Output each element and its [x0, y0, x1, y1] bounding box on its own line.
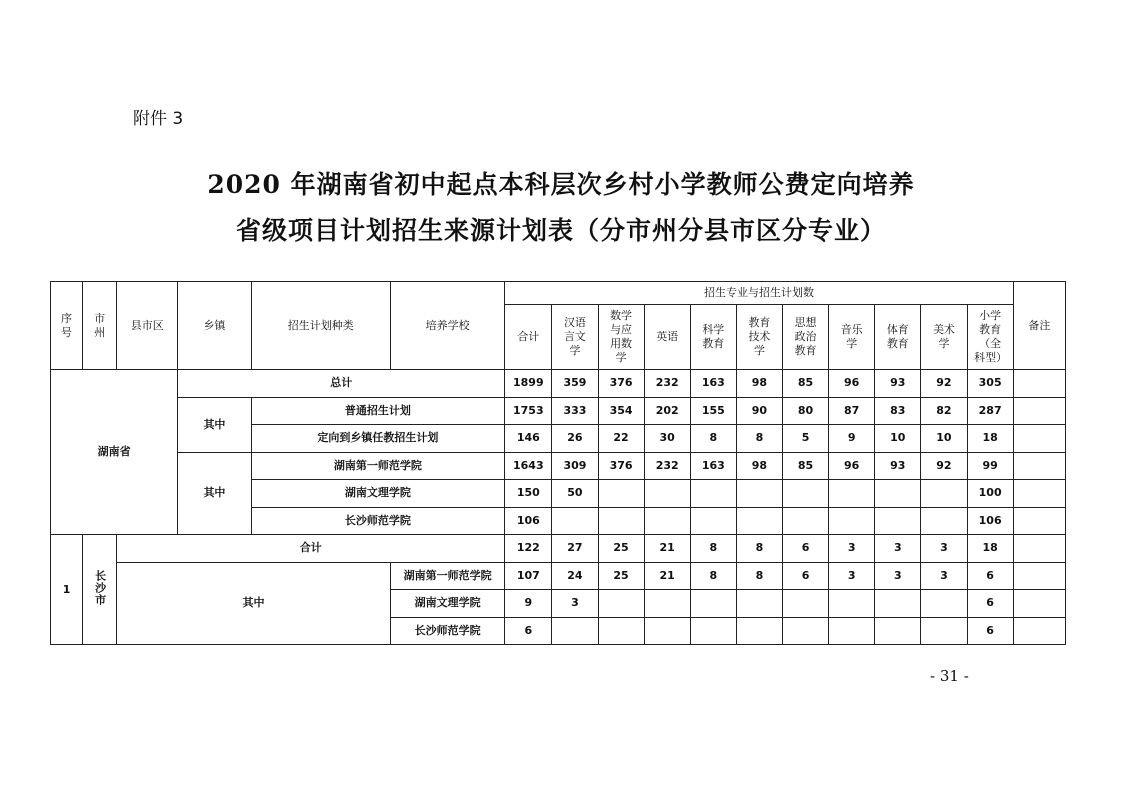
- table-row: [51, 370, 1066, 398]
- value-cell: [690, 590, 736, 618]
- value-cell: 1899: [505, 370, 552, 398]
- value-cell: 96: [829, 370, 875, 398]
- qizhong-cell: 其中: [178, 397, 251, 452]
- value-cell: [736, 617, 782, 645]
- remark-cell: [1013, 507, 1065, 535]
- enrollment-plan-table: [50, 281, 1066, 645]
- value-cell: 92: [921, 370, 967, 398]
- header-county: 县市区: [117, 282, 178, 370]
- value-cell: 18: [967, 535, 1013, 563]
- value-cell: [829, 590, 875, 618]
- attachment-label: 附件 3: [133, 109, 184, 129]
- value-cell: 122: [505, 535, 552, 563]
- header-major: [690, 305, 736, 370]
- value-cell: [783, 507, 829, 535]
- value-cell: 92: [921, 452, 967, 480]
- value-cell: [552, 507, 598, 535]
- value-cell: [783, 590, 829, 618]
- row-label: 长沙师范学院: [390, 617, 504, 645]
- value-cell: 83: [875, 397, 921, 425]
- row-label: 湖南文理学院: [390, 590, 504, 618]
- value-cell: [921, 507, 967, 535]
- value-cell: 106: [505, 507, 552, 535]
- document-title-line2: 省级项目计划招生来源计划表（分市州分县市区分专业）: [235, 216, 886, 245]
- header-major-label: 英语: [656, 330, 679, 343]
- table-row: [51, 535, 1066, 563]
- value-cell: [829, 507, 875, 535]
- value-cell: 87: [829, 397, 875, 425]
- value-cell: 8: [736, 425, 782, 453]
- remark-cell: [1013, 562, 1065, 590]
- value-cell: 100: [967, 480, 1013, 508]
- header-city: 市州: [83, 282, 117, 370]
- value-cell: 18: [967, 425, 1013, 453]
- value-cell: 21: [644, 562, 690, 590]
- header-major-label: 体育教育: [886, 323, 909, 350]
- value-cell: 90: [736, 397, 782, 425]
- value-cell: 232: [644, 370, 690, 398]
- value-cell: 202: [644, 397, 690, 425]
- value-cell: [644, 617, 690, 645]
- header-town: 乡镇: [178, 282, 251, 370]
- row-label: 湖南第一师范学院: [390, 562, 504, 590]
- document-title-line1: 2020 年湖南省初中起点本科层次乡村小学教师公费定向培养: [207, 170, 915, 199]
- value-cell: 24: [552, 562, 598, 590]
- value-cell: 8: [690, 535, 736, 563]
- value-cell: 22: [598, 425, 644, 453]
- header-major: [598, 305, 644, 370]
- value-cell: 50: [552, 480, 598, 508]
- value-cell: 10: [875, 425, 921, 453]
- header-major: [783, 305, 829, 370]
- value-cell: 6: [967, 590, 1013, 618]
- value-cell: 6: [783, 562, 829, 590]
- header-major-label: 音乐学: [840, 323, 863, 350]
- value-cell: [875, 590, 921, 618]
- value-cell: [736, 590, 782, 618]
- value-cell: 106: [967, 507, 1013, 535]
- header-major-label: 小学教育（全科型）: [974, 309, 1008, 364]
- value-cell: [783, 480, 829, 508]
- value-cell: [829, 480, 875, 508]
- value-cell: [875, 617, 921, 645]
- row-label: 定向到乡镇任教招生计划: [251, 425, 505, 453]
- value-cell: [644, 507, 690, 535]
- value-cell: [644, 480, 690, 508]
- value-cell: 8: [690, 562, 736, 590]
- remark-cell: [1013, 617, 1065, 645]
- value-cell: 155: [690, 397, 736, 425]
- table-row: [51, 397, 1066, 425]
- seq-cell: 1: [51, 535, 83, 645]
- row-label: 合计: [117, 535, 505, 563]
- value-cell: 98: [736, 370, 782, 398]
- value-cell: 10: [921, 425, 967, 453]
- city-cell-text: 长沙市: [93, 569, 107, 606]
- value-cell: 163: [690, 370, 736, 398]
- value-cell: 5: [783, 425, 829, 453]
- value-cell: [875, 507, 921, 535]
- value-cell: [875, 480, 921, 508]
- row-label: 湖南第一师范学院: [251, 452, 505, 480]
- remark-cell: [1013, 397, 1065, 425]
- value-cell: [598, 590, 644, 618]
- value-cell: [644, 590, 690, 618]
- value-cell: 3: [829, 535, 875, 563]
- value-cell: 3: [875, 562, 921, 590]
- value-cell: [921, 617, 967, 645]
- region-cell: 湖南省: [51, 370, 178, 535]
- value-cell: 8: [736, 535, 782, 563]
- header-major-group: 招生专业与招生计划数: [505, 282, 1014, 305]
- value-cell: 26: [552, 425, 598, 453]
- header-major-label: 合计: [517, 330, 540, 343]
- value-cell: 82: [921, 397, 967, 425]
- value-cell: 1753: [505, 397, 552, 425]
- value-cell: 232: [644, 452, 690, 480]
- header-major: [505, 305, 552, 370]
- header-major: [644, 305, 690, 370]
- value-cell: 6: [967, 617, 1013, 645]
- value-cell: [921, 480, 967, 508]
- value-cell: [598, 480, 644, 508]
- value-cell: 3: [921, 535, 967, 563]
- value-cell: 3: [875, 535, 921, 563]
- header-major-label: 科学教育: [702, 323, 725, 350]
- value-cell: [921, 590, 967, 618]
- row-label: 普通招生计划: [251, 397, 505, 425]
- remark-cell: [1013, 425, 1065, 453]
- value-cell: 287: [967, 397, 1013, 425]
- value-cell: 107: [505, 562, 552, 590]
- value-cell: 93: [875, 452, 921, 480]
- value-cell: [598, 617, 644, 645]
- table-row: [51, 452, 1066, 480]
- remark-cell: [1013, 452, 1065, 480]
- value-cell: 93: [875, 370, 921, 398]
- value-cell: 9: [829, 425, 875, 453]
- value-cell: 305: [967, 370, 1013, 398]
- page-number: - 31 -: [930, 667, 969, 685]
- value-cell: 21: [644, 535, 690, 563]
- value-cell: [783, 617, 829, 645]
- value-cell: 333: [552, 397, 598, 425]
- header-remark: 备注: [1013, 282, 1065, 370]
- header-major-label: 教育技术学: [748, 316, 771, 357]
- remark-cell: [1013, 590, 1065, 618]
- value-cell: 150: [505, 480, 552, 508]
- header-major-label: 美术学: [932, 323, 955, 350]
- value-cell: 3: [829, 562, 875, 590]
- header-major: [736, 305, 782, 370]
- value-cell: 354: [598, 397, 644, 425]
- value-cell: [690, 480, 736, 508]
- value-cell: [690, 507, 736, 535]
- header-major: [967, 305, 1013, 370]
- value-cell: 98: [736, 452, 782, 480]
- value-cell: [552, 617, 598, 645]
- value-cell: [829, 617, 875, 645]
- value-cell: 30: [644, 425, 690, 453]
- remark-cell: [1013, 480, 1065, 508]
- value-cell: 1643: [505, 452, 552, 480]
- value-cell: 85: [783, 452, 829, 480]
- value-cell: 25: [598, 535, 644, 563]
- value-cell: 8: [690, 425, 736, 453]
- header-major: [829, 305, 875, 370]
- city-cell: [83, 535, 117, 645]
- remark-cell: [1013, 370, 1065, 398]
- value-cell: 6: [783, 535, 829, 563]
- value-cell: [736, 507, 782, 535]
- row-label: 长沙师范学院: [251, 507, 505, 535]
- header-school: 培养学校: [390, 282, 504, 370]
- header-major-label: 思想政治教育: [794, 316, 817, 357]
- value-cell: [690, 617, 736, 645]
- value-cell: 376: [598, 452, 644, 480]
- value-cell: 25: [598, 562, 644, 590]
- value-cell: 146: [505, 425, 552, 453]
- qizhong-cell: 其中: [178, 452, 251, 535]
- value-cell: 8: [736, 562, 782, 590]
- value-cell: 163: [690, 452, 736, 480]
- row-label: 湖南文理学院: [251, 480, 505, 508]
- value-cell: 3: [552, 590, 598, 618]
- header-major-label: 数学与应用数学: [610, 309, 633, 364]
- value-cell: 359: [552, 370, 598, 398]
- value-cell: [736, 480, 782, 508]
- value-cell: 309: [552, 452, 598, 480]
- qizhong-cell: 其中: [117, 562, 391, 645]
- header-major: [875, 305, 921, 370]
- value-cell: 6: [505, 617, 552, 645]
- row-label: 总计: [178, 370, 505, 398]
- value-cell: 99: [967, 452, 1013, 480]
- header-plan-type: 招生计划种类: [251, 282, 390, 370]
- value-cell: 80: [783, 397, 829, 425]
- value-cell: 96: [829, 452, 875, 480]
- header-major: [921, 305, 967, 370]
- value-cell: 85: [783, 370, 829, 398]
- value-cell: 9: [505, 590, 552, 618]
- value-cell: 376: [598, 370, 644, 398]
- header-major: [552, 305, 598, 370]
- header-major-label: 汉语言文学: [563, 316, 586, 357]
- value-cell: [598, 507, 644, 535]
- value-cell: 27: [552, 535, 598, 563]
- remark-cell: [1013, 535, 1065, 563]
- table-row: [51, 562, 1066, 590]
- value-cell: 6: [967, 562, 1013, 590]
- value-cell: 3: [921, 562, 967, 590]
- header-seq: 序号: [51, 282, 83, 370]
